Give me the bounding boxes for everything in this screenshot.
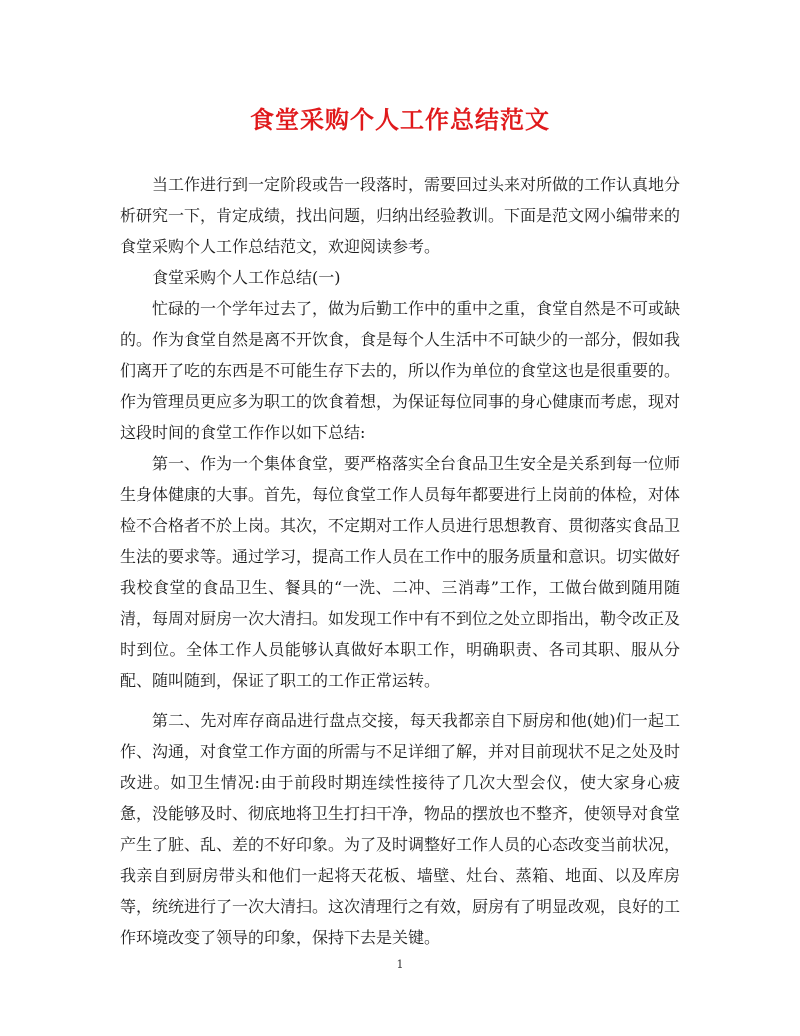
document-title: 食堂采购个人工作总结范文 [250, 105, 550, 134]
body-paragraph: 第二、先对库存商品进行盘点交接，每天我都亲自下厨房和他(她)们一起工作、沟通，对食堂工作方面的所需与不足详细了解，并对目前现状不足之处及时改进。如卫生情况:由于前段时期连续性接待了几次大型会仪，使大家身心疲惫，没能够及时、彻底地将卫生打扫干净，物品的摆放也不整齐，使领导对食堂产生了脏、乱、差的不好印象。为了及时调整好工作人员的心态改变当前状况，我亲自到厨房带头和他们一起将天花板、墙壁、灶台、蒸箱、地面、以及库房等，统统进行了一次大清扫。这次清理行之有效，厨房有了明显改观，良好的工作环境改变了领导的印象，保持下去是关键。 [120, 711, 681, 947]
page-number: 1 [396, 958, 404, 971]
body-paragraph: 忙碌的一个学年过去了，做为后勤工作中的重中之重，食堂自然是不可或缺的。作为食堂自然是离不开饮食，食是每个人生活中不可缺少的一部分，假如我们离开了吃的东西是不可能生存下去的，所以作为单位的食堂这也是很重要的。作为管理员更应多为职工的饮食着想，为保证每位同事的身心健康而考虑，现对这段时间的食堂工作作以如下总结: [120, 299, 681, 442]
document-body [120, 169, 680, 953]
section-heading: 食堂采购个人工作总结(一) [152, 268, 341, 287]
intro-paragraph: 当工作进行到一定阶段或告一段落时，需要回过头来对所做的工作认真地分析研究一下，肯定成绩，找出问题，归纳出经验教训。下面是范文网小编带来的食堂采购个人工作总结范文，欢迎阅读参考。 [120, 175, 681, 256]
body-paragraph: 第一、作为一个集体食堂，要严格落实全台食品卫生安全是关系到每一位师生身体健康的大事。首先，每位食堂工作人员每年都要进行上岗前的体检，对体检不合格者不於上岗。其次，不定期对工作人员进行思想教育、贯彻落实食品卫生法的要求等。通过学习，提高工作人员在工作中的服务质量和意识。切实做好我校食堂的食品卫生、餐具的“一洗、二冲、三消毒”工作，工做台做到随用随清，每周对厨房一次大清扫。如发现工作中有不到位之处立即指出，勒令改正及时到位。全体工作人员能够认真做好本职工作，明确职责、各司其职、服从分配、随叫随到，保证了职工的工作正常运转。 [120, 454, 681, 690]
